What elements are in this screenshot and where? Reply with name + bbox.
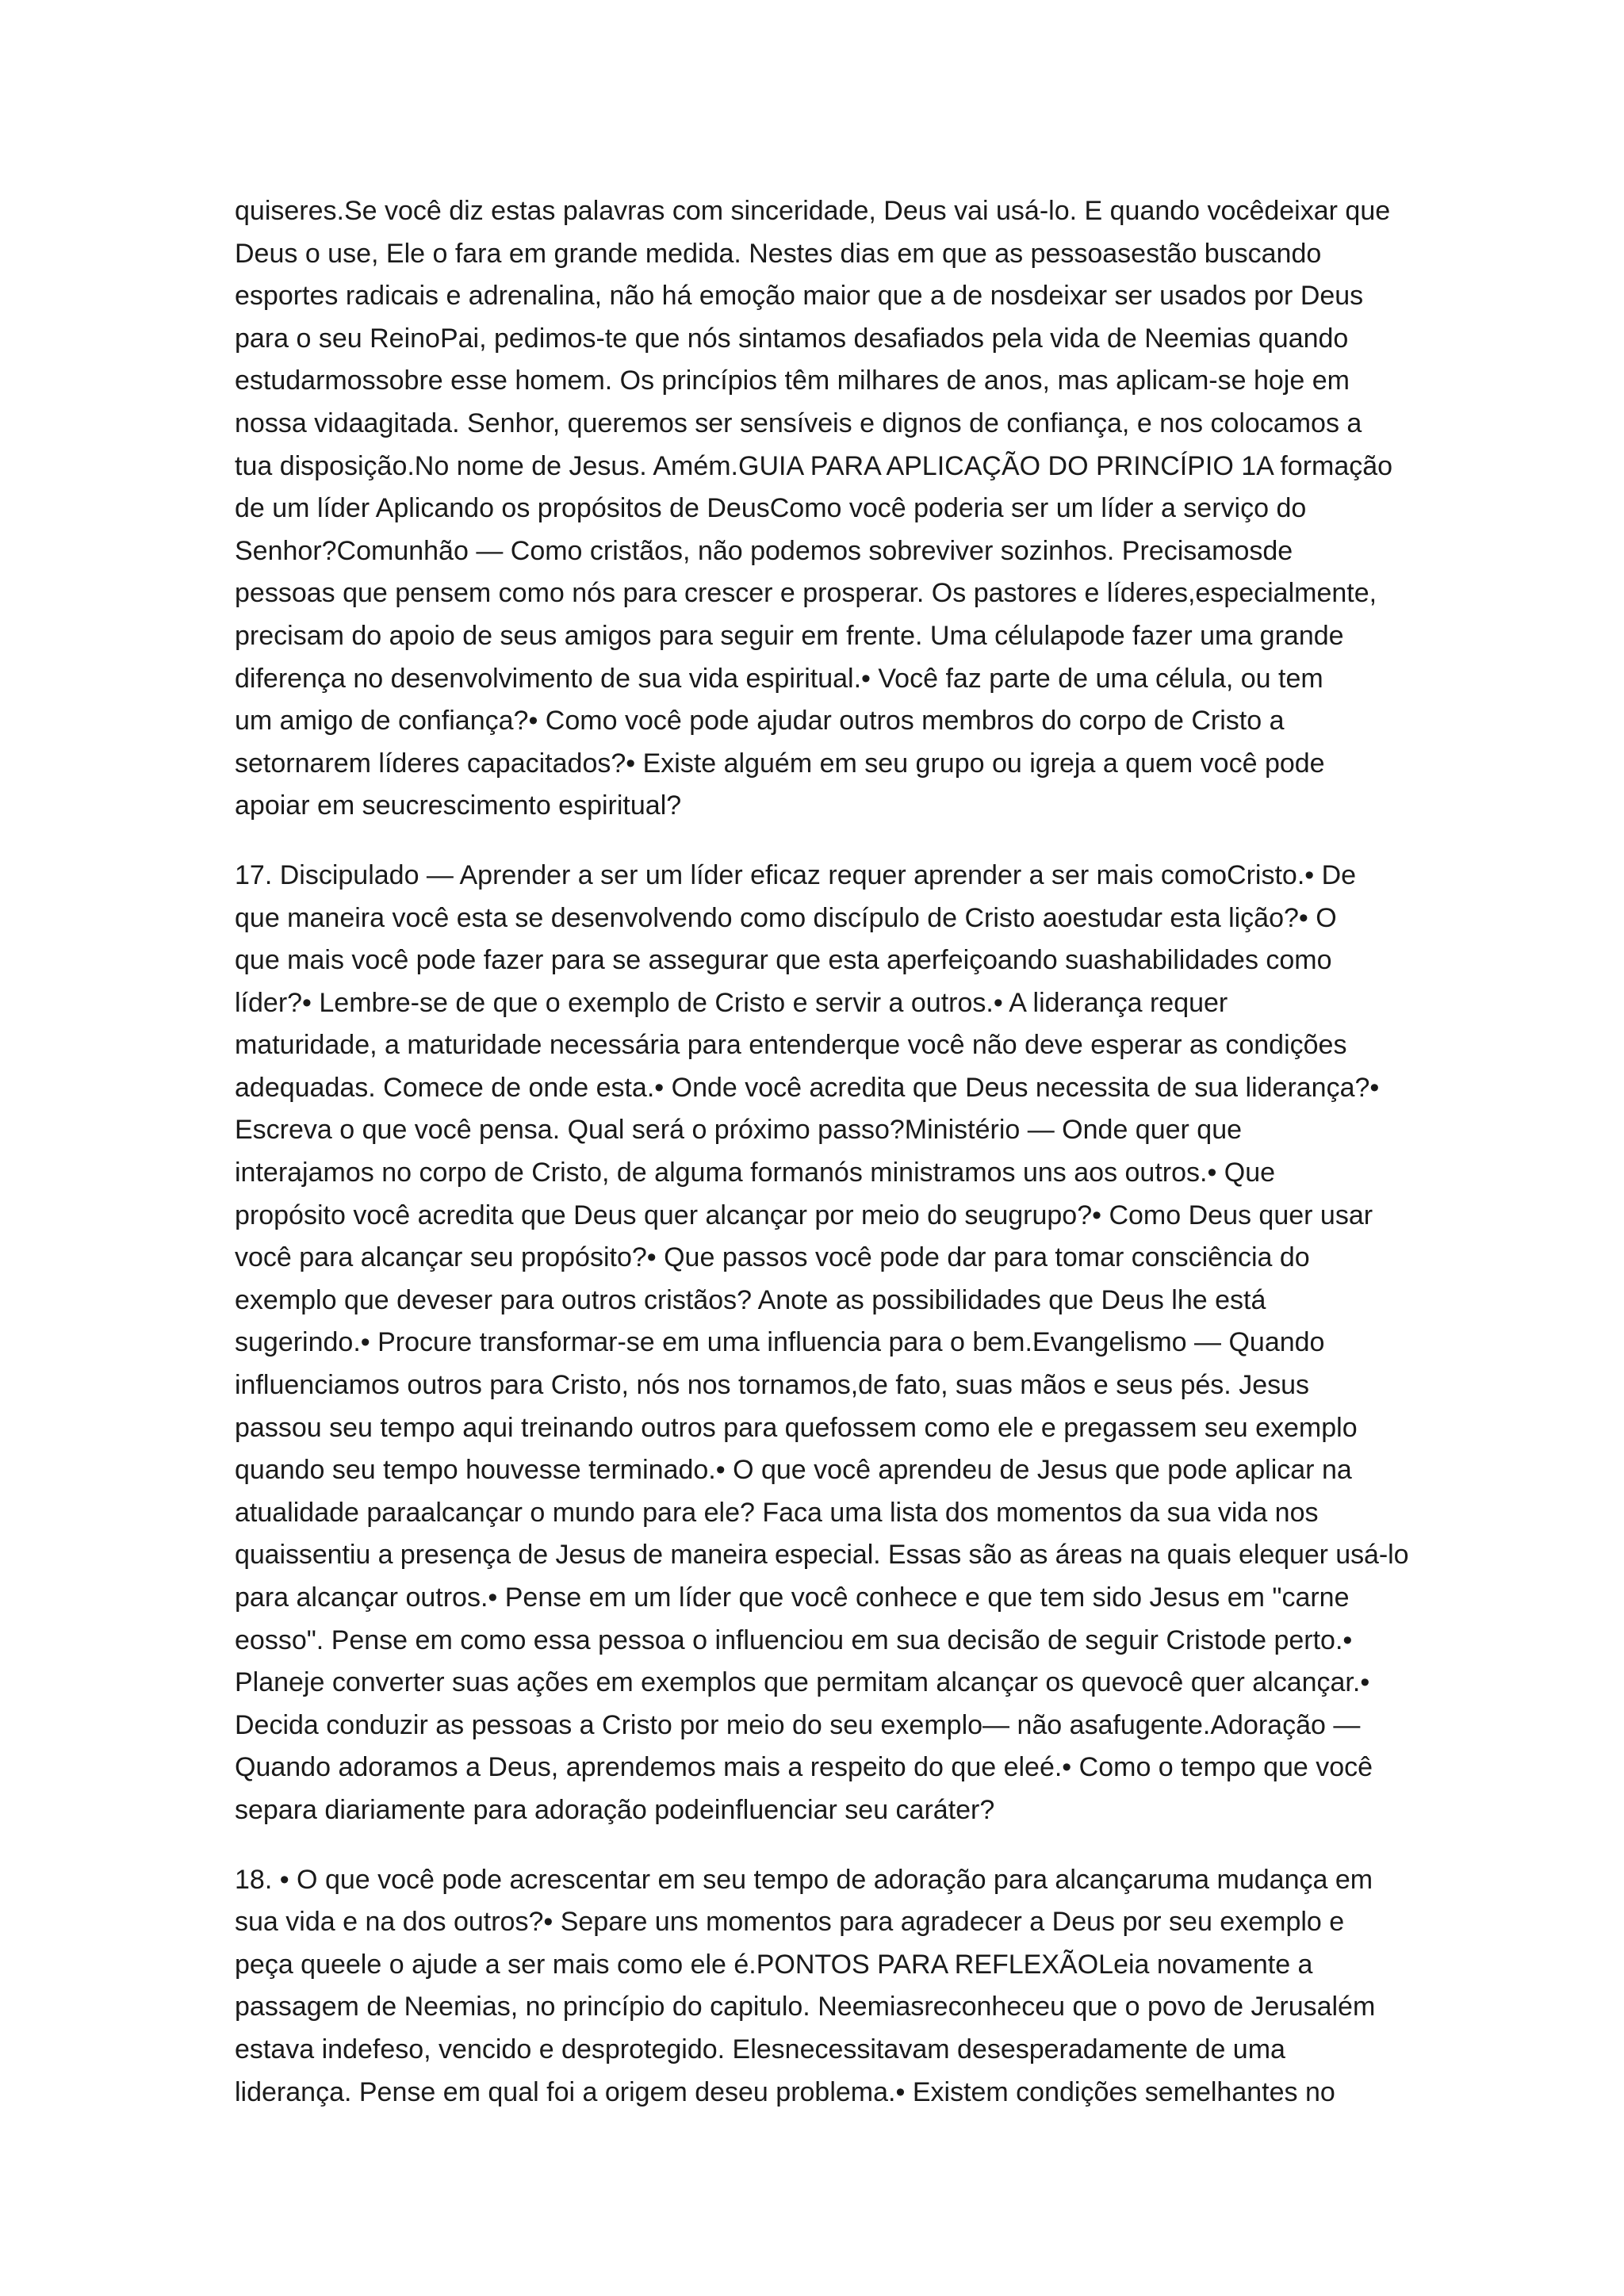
- text-line: Planeje converter suas ações em exemplos que permitam alcançar os quevocê quer alcançar.•: [235, 1667, 1370, 1698]
- text-line: quiseres.Se você diz estas palavras com sinceridade, Deus vai usá-lo. E quando vocêdeixar que: [235, 196, 1391, 226]
- text-line: precisam do apoio de seus amigos para seguir em frente. Uma célulapode fazer uma grande: [235, 620, 1344, 651]
- text-line: passagem de Neemias, no princípio do capitulo. Neemiasreconheceu que o povo de Jerusalém: [235, 1992, 1376, 2022]
- text-line: esportes radicais e adrenalina, não há emoção maior que a de nosdeixar ser usados por Deus: [235, 281, 1364, 312]
- text-line: maturidade, a maturidade necessária para entenderque você não deve esperar as condições: [235, 1030, 1347, 1061]
- text-line: propósito você acredita que Deus quer alcançar por meio do seugrupo?• Como Deus quer usar: [235, 1200, 1373, 1230]
- text-line: 17. Discipulado — Aprender a ser um líder eficaz requer aprender a ser mais comoCristo.• De: [235, 859, 1357, 890]
- text-line: setornarem líderes capacitados?• Existe alguém em seu grupo ou igreja a quem você pode: [235, 748, 1325, 779]
- text-line: estava indefeso, vencido e desprotegido. Elesnecessitavam desesperadamente de uma: [235, 2034, 1285, 2064]
- text-line: adequadas. Comece de onde esta.• Onde você acredita que Deus necessita de sua liderança?•: [235, 1072, 1380, 1103]
- text-line: apoiar em seucrescimento espiritual?: [235, 790, 682, 821]
- text-line: que mais você pode fazer para se assegurar que esta aperfeiçoando suashabilidades como: [235, 945, 1332, 976]
- text-line: atualidade paraalcançar o mundo para ele? Faca uma lista dos momentos da sua vida nos: [235, 1497, 1319, 1528]
- text-line: você para alcançar seu propósito?• Que passos você pode dar para tomar consciência do: [235, 1242, 1310, 1273]
- text-line: separa diariamente para adoração podeinfluenciar seu caráter?: [235, 1794, 995, 1825]
- paragraph: [235, 1859, 1408, 2114]
- text-line: pessoas que pensem como nós para crescer e prosperar. Os pastores e líderes,especialmente,: [235, 578, 1377, 609]
- text-line: peça queele o ajude a ser mais como ele é.PONTOS PARA REFLEXÃOLeia novamente a: [235, 1949, 1313, 1980]
- text-line: eosso". Pense em como essa pessoa o influenciou em sua decisão de seguir Cristode perto.•: [235, 1624, 1353, 1655]
- text-line: sugerindo.• Procure transformar-se em uma influencia para o bem.Evangelismo — Quando: [235, 1327, 1325, 1358]
- paragraph: [235, 855, 1408, 1832]
- text-line: quaissentiu a presença de Jesus de maneira especial. Essas são as áreas na quais elequer usá-lo: [235, 1540, 1409, 1571]
- text-line: influenciamos outros para Cristo, nós nos tornamos,de fato, suas mãos e seus pés. Jesus: [235, 1370, 1310, 1401]
- text-line: um amigo de confiança?• Como você pode ajudar outros membros do corpo de Cristo a: [235, 706, 1285, 737]
- text-line: quando seu tempo houvesse terminado.• O que você aprendeu de Jesus que pode aplicar na: [235, 1455, 1352, 1486]
- text-line: para alcançar outros.• Pense em um líder que você conhece e que tem sido Jesus em "carne: [235, 1582, 1350, 1613]
- text-line: Escreva o que você pensa. Qual será o próximo passo?Ministério — Onde quer que: [235, 1115, 1243, 1146]
- text-line: Decida conduzir as pessoas a Cristo por meio do seu exemplo— não asafugente.Adoração —: [235, 1709, 1361, 1740]
- text-line: de um líder Aplicando os propósitos de DeusComo você poderia ser um líder a serviço do: [235, 493, 1307, 524]
- text-line: tua disposição.No nome de Jesus. Amém.GUIA PARA APLICAÇÃO DO PRINCÍPIO 1A formação: [235, 450, 1393, 481]
- text-line: que maneira você esta se desenvolvendo como discípulo de Cristo aoestudar esta lição?• O: [235, 902, 1337, 933]
- text-line: Deus o use, Ele o fara em grande medida. Nestes dias em que as pessoasestão buscando: [235, 238, 1322, 269]
- text-line: Senhor?Comunhão — Como cristãos, não podemos sobreviver sozinhos. Precisamosde: [235, 535, 1293, 566]
- text-line: para o seu ReinoPai, pedimos-te que nós sintamos desafiados pela vida de Neemias quando: [235, 323, 1349, 354]
- text-line: sua vida e na dos outros?• Separe uns momentos para agradecer a Deus por seu exemplo e: [235, 1907, 1345, 1938]
- text-line: líder?• Lembre-se de que o exemplo de Cristo e servir a outros.• A liderança requer: [235, 987, 1228, 1018]
- text-line: passou seu tempo aqui treinando outros para quefossem como ele e pregassem seu exemplo: [235, 1412, 1358, 1443]
- text-line: estudarmossobre esse homem. Os princípios têm milhares de anos, mas aplicam-se hoje em: [235, 365, 1350, 396]
- text-line: liderança. Pense em qual foi a origem deseu problema.• Existem condições semelhantes no: [235, 2076, 1335, 2107]
- text-line: interajamos no corpo de Cristo, de alguma formanós ministramos uns aos outros.• Que: [235, 1158, 1276, 1188]
- text-line: diferença no desenvolvimento de sua vida espiritual.• Você faz parte de uma célula, ou tem: [235, 663, 1323, 694]
- paragraph: [235, 190, 1408, 828]
- document-body: [235, 190, 1408, 2141]
- text-line: 18. • O que você pode acrescentar em seu tempo de adoração para alcançaruma mudança em: [235, 1864, 1373, 1895]
- text-line: exemplo que deveser para outros cristãos? Anote as possibilidades que Deus lhe está: [235, 1284, 1266, 1315]
- text-line: nossa vidaagitada. Senhor, queremos ser sensíveis e dignos de confiança, e nos colocamos a: [235, 408, 1362, 438]
- text-line: Quando adoramos a Deus, aprendemos mais a respeito do que eleé.• Como o tempo que você: [235, 1752, 1373, 1783]
